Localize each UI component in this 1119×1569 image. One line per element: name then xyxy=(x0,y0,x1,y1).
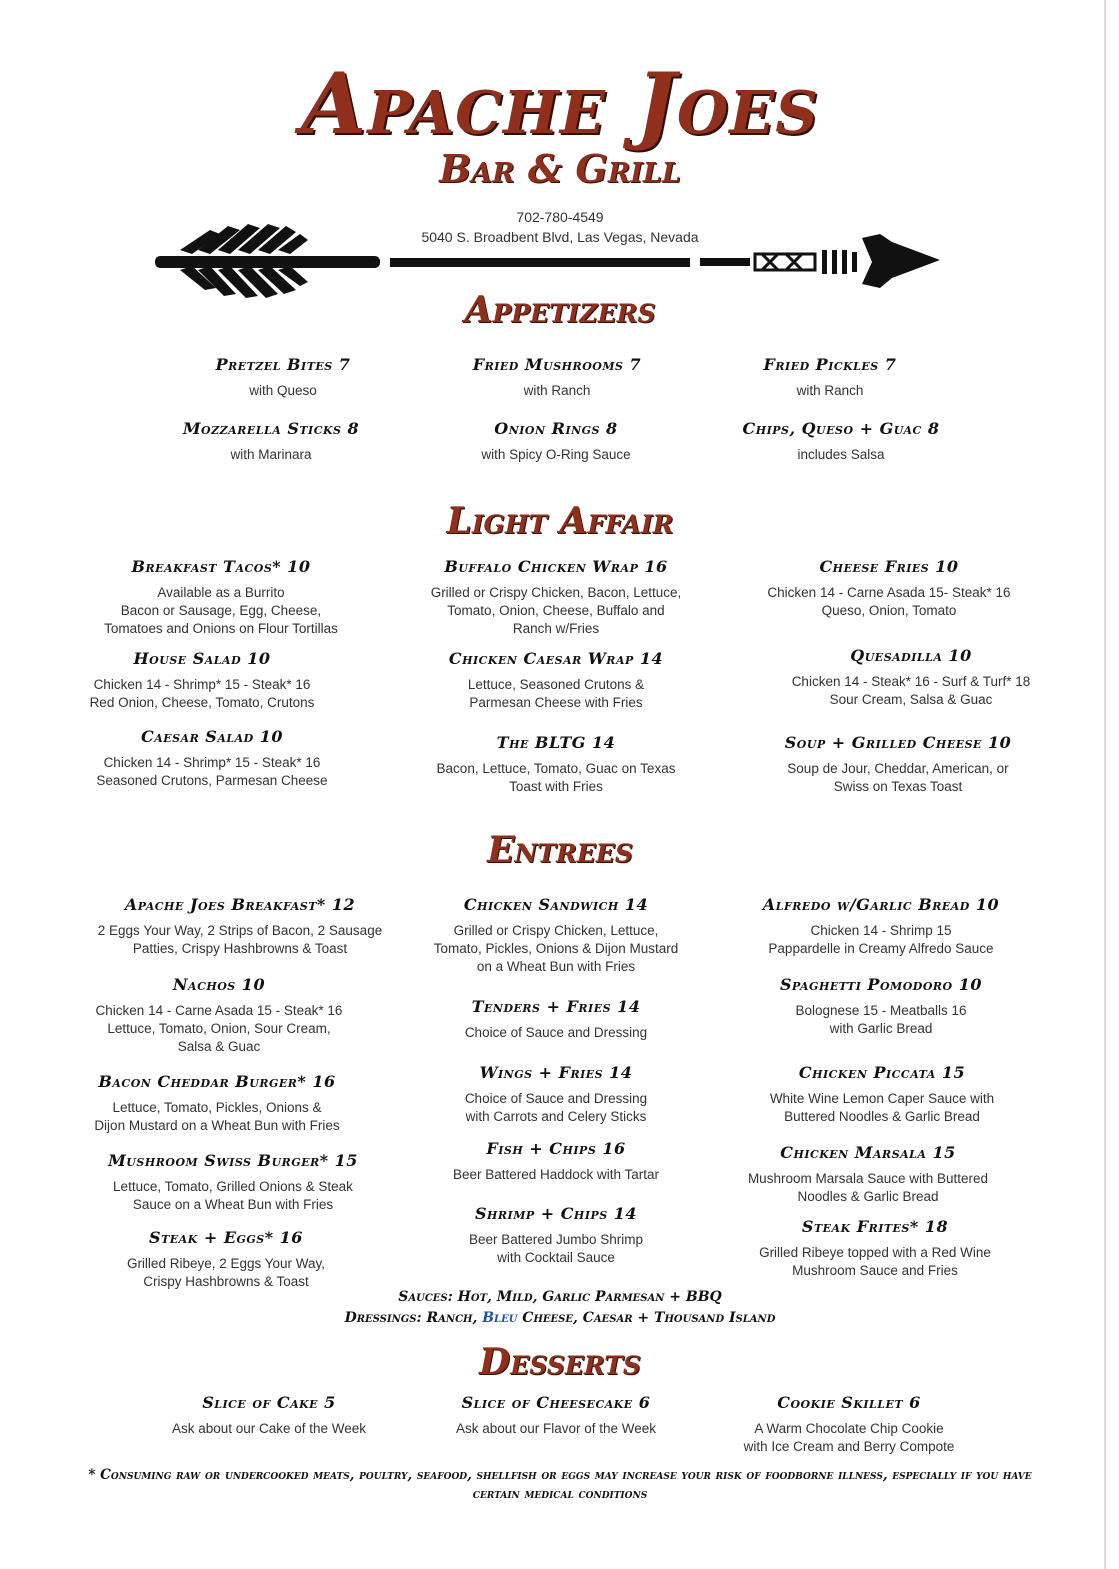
menu-item xyxy=(396,557,716,638)
item-name: Mushroom Swiss Burger* 15 xyxy=(108,1151,358,1170)
item-desc: White Wine Lemon Caper Sauce with Buttered Noodles & Garlic Bread xyxy=(769,1091,995,1124)
item-desc: Bacon, Lettuce, Tomato, Guac on Texas Toast with Fries xyxy=(436,761,676,794)
menu-item xyxy=(721,975,1041,1038)
item-name: Quesadilla 10 xyxy=(850,646,972,665)
item-name: The BLTG 14 xyxy=(496,733,616,752)
item-name: Chicken Caesar Wrap 14 xyxy=(448,649,664,668)
restaurant-logo-title: Apache Joes xyxy=(301,54,819,153)
section-title-desserts: Desserts xyxy=(479,1341,641,1383)
item-desc: with Marinara xyxy=(230,447,312,462)
item-name: Buffalo Chicken Wrap 16 xyxy=(444,557,668,576)
item-name: Wings + Fries 14 xyxy=(479,1063,633,1082)
item-desc: Beer Battered Haddock with Tartar xyxy=(452,1167,660,1182)
item-desc: Ask about our Cake of the Week xyxy=(171,1421,367,1436)
section-title-entrees: Entrees xyxy=(487,829,633,871)
phone-number[interactable]: 702-780-4549 xyxy=(516,209,604,225)
menu-item xyxy=(396,1063,716,1126)
item-name: Mozzarella Sticks 8 xyxy=(182,419,360,438)
section-title-appetizers: Appetizers xyxy=(464,289,656,331)
item-desc: 2 Eggs Your Way, 2 Strips of Bacon, 2 Sausage Patties, Crispy Hashbrowns & Toast xyxy=(97,923,383,956)
menu-item xyxy=(396,1393,716,1438)
address: 5040 S. Broadbent Blvd, Las Vegas, Nevada xyxy=(421,229,699,245)
item-name: Pretzel Bites 7 xyxy=(215,355,351,374)
food-safety-disclaimer: * Consuming raw or undercooked meats, poultry, seafood, shellfish or eggs may increase your risk of foodborne illness, especially if you have certain medical conditions xyxy=(88,1467,1032,1502)
item-desc: Chicken 14 - Carne Asada 15- Steak* 16 Queso, Onion, Tomato xyxy=(767,585,1011,618)
item-name: Chips, Queso + Guac 8 xyxy=(742,419,940,438)
menu-item xyxy=(396,1204,716,1267)
item-desc: Mushroom Marsala Sauce with Buttered Noodles & Garlic Bread xyxy=(747,1171,989,1204)
item-desc: Lettuce, Seasoned Crutons & Parmesan Cheese with Fries xyxy=(467,677,645,710)
item-desc: Chicken 14 - Steak* 16 - Surf & Turf* 18 Sour Cream, Salsa & Guac xyxy=(791,674,1031,707)
menu-item xyxy=(708,1143,1028,1206)
restaurant-logo-subtitle: Bar & Grill xyxy=(439,146,681,191)
menu-item xyxy=(681,419,1001,464)
item-desc: Grilled or Crispy Chicken, Bacon, Lettuce, Tomato, Onion, Cheese, Buffalo and Ranch w/Fries xyxy=(430,585,682,636)
item-name: Fish + Chips 16 xyxy=(486,1139,626,1158)
dressings-prefix: Dressings: Ranch, xyxy=(344,1310,483,1326)
menu-item xyxy=(396,419,716,464)
item-name: Soup + Grilled Cheese 10 xyxy=(784,733,1012,752)
item-desc: Lettuce, Tomato, Grilled Onions & Steak Sauce on a Wheat Bun with Fries xyxy=(113,1179,353,1212)
sauces-note: Sauces: Hot, Mild, Garlic Parmesan + BBQ xyxy=(398,1289,722,1305)
menu-item xyxy=(66,1228,386,1291)
menu-item xyxy=(715,1217,1035,1280)
page-edge xyxy=(1104,0,1106,1569)
item-name: Cheese Fries 10 xyxy=(819,557,959,576)
item-desc: includes Salsa xyxy=(797,447,885,462)
dressings-suffix: Cheese, Caesar + Thousand Island xyxy=(517,1310,776,1326)
item-name: Tenders + Fries 14 xyxy=(471,997,641,1016)
menu-item xyxy=(396,997,716,1042)
item-desc: with Spicy O-Ring Sauce xyxy=(481,447,631,462)
menu-item xyxy=(689,1393,1009,1456)
item-name: Slice of Cheesecake 6 xyxy=(461,1393,651,1412)
item-desc: Chicken 14 - Shrimp 15 Pappardelle in Creamy Alfredo Sauce xyxy=(768,923,994,956)
item-desc: A Warm Chocolate Chip Cookie with Ice Cream and Berry Compote xyxy=(743,1421,955,1454)
menu-item xyxy=(80,895,400,958)
item-name: Spaghetti Pomodoro 10 xyxy=(780,975,982,994)
item-desc: Grilled or Crispy Chicken, Lettuce, Tomato, Pickles, Onions & Dijon Mustard on a Wheat Bun with Fries xyxy=(433,923,679,974)
item-name: Onion Rings 8 xyxy=(494,419,618,438)
item-desc: Beer Battered Jumbo Shrimp with Cocktail Sauce xyxy=(468,1232,644,1265)
item-name: Apache Joes Breakfast* 12 xyxy=(124,895,356,914)
menu-item xyxy=(396,1139,716,1184)
menu-item xyxy=(61,557,381,638)
menu-item xyxy=(396,895,716,976)
menu-item xyxy=(396,649,716,712)
item-desc: Chicken 14 - Carne Asada 15 - Steak* 16 Lettuce, Tomato, Onion, Sour Cream, Salsa & Guac xyxy=(95,1003,343,1054)
dressings-note xyxy=(220,1308,900,1329)
item-desc: Chicken 14 - Shrimp* 15 - Steak* 16 Red Onion, Cheese, Tomato, Crutons xyxy=(89,677,315,710)
dressings-bleu: Bleu xyxy=(482,1310,518,1326)
item-name: Chicken Piccata 15 xyxy=(798,1063,966,1082)
item-name: Steak + Eggs* 16 xyxy=(149,1228,303,1247)
item-desc: with Queso xyxy=(249,383,317,398)
menu-item xyxy=(729,557,1049,620)
item-name: Chicken Sandwich 14 xyxy=(463,895,649,914)
item-desc: Available as a Burrito Bacon or Sausage, Egg, Cheese, Tomatoes and Onions on Flour Tortillas xyxy=(104,585,338,636)
menu-item xyxy=(109,1393,429,1438)
menu-item xyxy=(111,419,431,464)
item-name: House Salad 10 xyxy=(133,649,271,668)
item-name: Steak Frites* 18 xyxy=(801,1217,949,1236)
menu-item xyxy=(722,1063,1042,1126)
item-name: Alfredo w/Garlic Bread 10 xyxy=(762,895,1000,914)
menu-item xyxy=(57,1072,377,1135)
menu-item xyxy=(396,733,716,796)
item-desc: Lettuce, Tomato, Pickles, Onions & Dijon Mustard on a Wheat Bun with Fries xyxy=(94,1100,340,1133)
menu-item xyxy=(52,727,372,790)
item-desc: Grilled Ribeye topped with a Red Wine Mushroom Sauce and Fries xyxy=(759,1245,991,1278)
item-desc: with Ranch xyxy=(523,383,591,398)
menu-item xyxy=(397,355,717,400)
menu-item xyxy=(42,649,362,712)
item-desc: with Ranch xyxy=(796,383,864,398)
item-desc: Chicken 14 - Shrimp* 15 - Steak* 16 Seasoned Crutons, Parmesan Cheese xyxy=(96,755,328,788)
item-name: Cookie Skillet 6 xyxy=(777,1393,921,1412)
menu-item xyxy=(670,355,990,400)
menu-item xyxy=(73,1151,393,1214)
menu-item xyxy=(751,646,1071,709)
item-name: Bacon Cheddar Burger* 16 xyxy=(98,1072,336,1091)
item-desc: Grilled Ribeye, 2 Eggs Your Way, Crispy Hashbrowns & Toast xyxy=(126,1256,326,1289)
item-name: Chicken Marsala 15 xyxy=(780,1143,956,1162)
item-name: Caesar Salad 10 xyxy=(140,727,284,746)
item-name: Slice of Cake 5 xyxy=(202,1393,336,1412)
item-desc: Soup de Jour, Cheddar, American, or Swiss on Texas Toast xyxy=(787,761,1009,794)
item-desc: Choice of Sauce and Dressing xyxy=(464,1025,648,1040)
item-name: Fried Mushrooms 7 xyxy=(472,355,642,374)
item-name: Nachos 10 xyxy=(172,975,266,994)
menu-item xyxy=(738,733,1058,796)
item-desc: Ask about our Flavor of the Week xyxy=(455,1421,657,1436)
menu-item xyxy=(721,895,1041,958)
section-title-light-affair: Light Affair xyxy=(446,500,674,542)
menu-item xyxy=(59,975,379,1056)
item-name: Fried Pickles 7 xyxy=(763,355,897,374)
item-name: Breakfast Tacos* 10 xyxy=(131,557,311,576)
menu-item xyxy=(123,355,443,400)
item-desc: Choice of Sauce and Dressing with Carrots and Celery Sticks xyxy=(464,1091,648,1124)
item-desc: Bolognese 15 - Meatballs 16 with Garlic Bread xyxy=(795,1003,967,1036)
item-name: Shrimp + Chips 14 xyxy=(474,1204,638,1223)
